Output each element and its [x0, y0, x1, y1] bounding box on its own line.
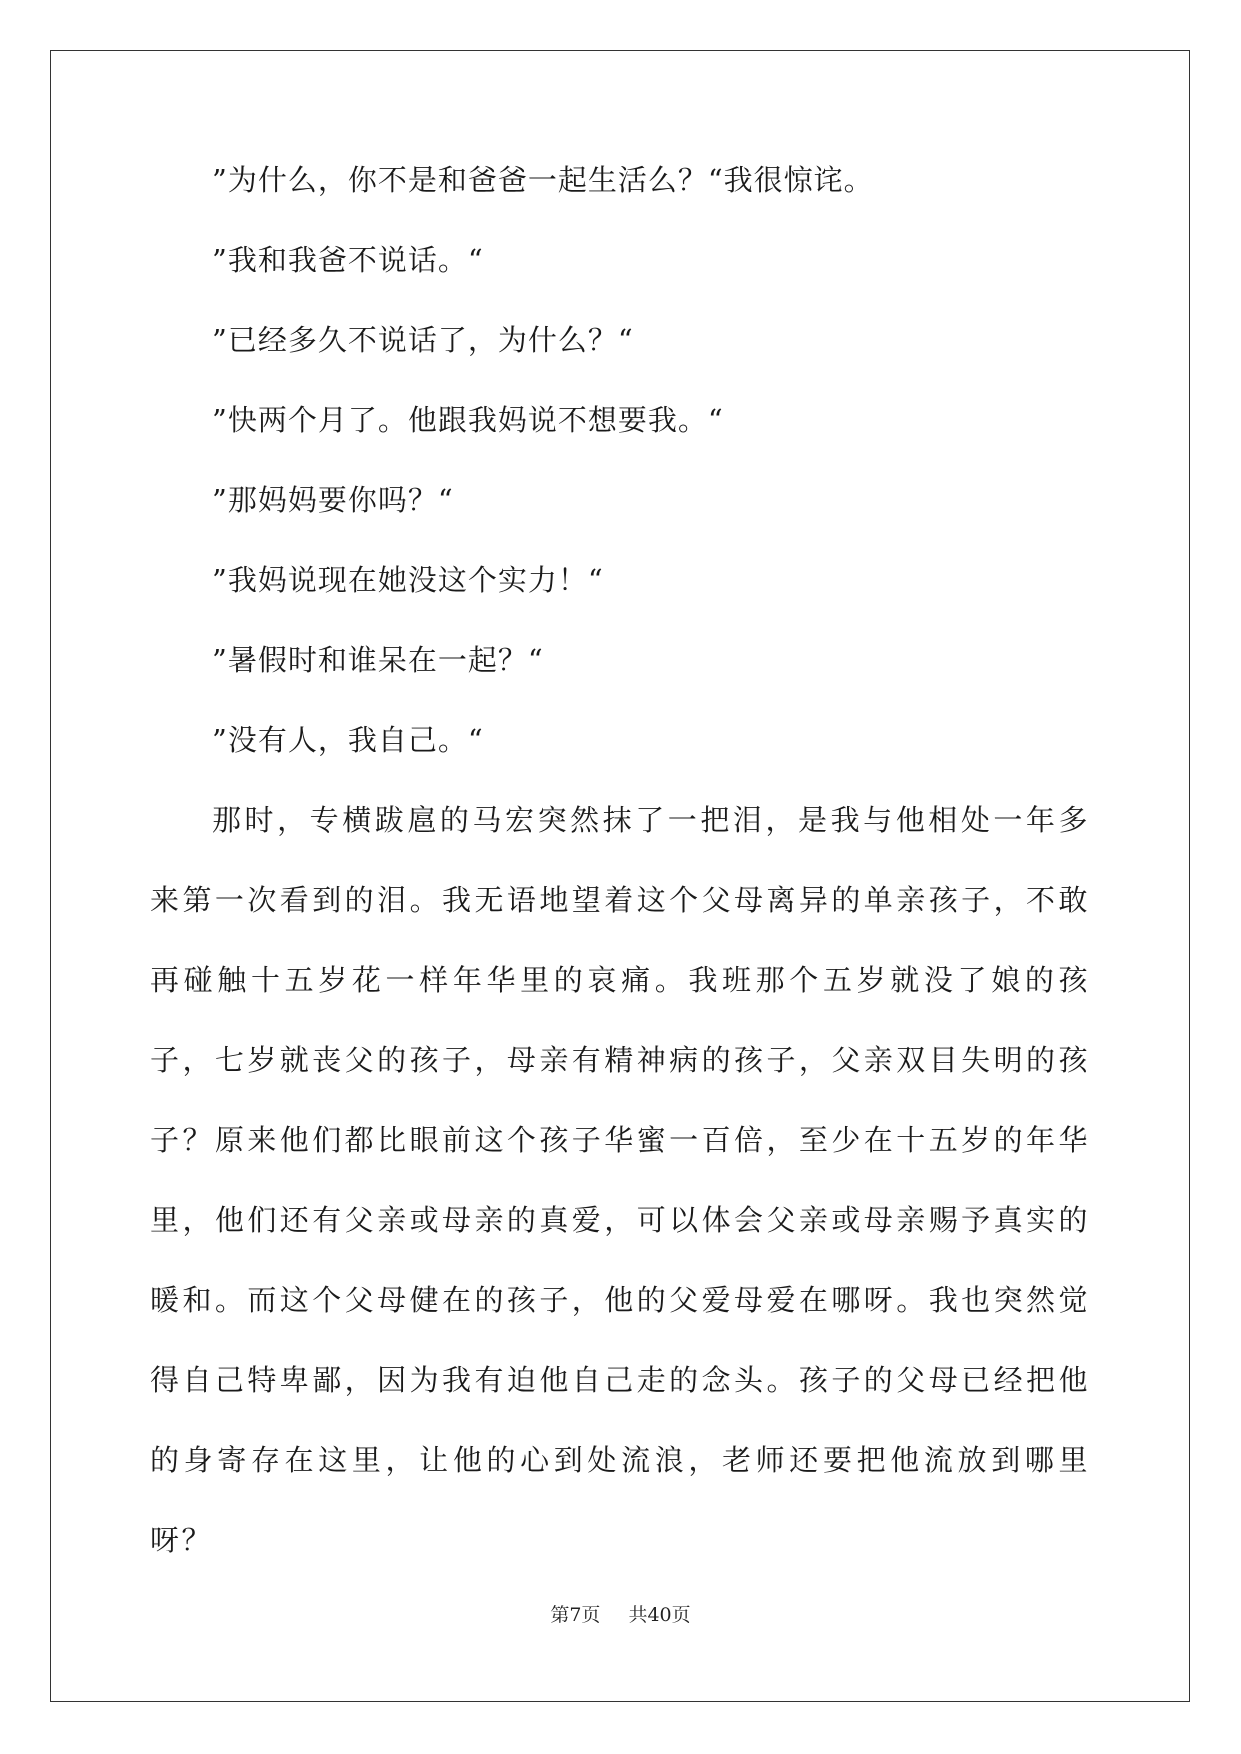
- dialogue-line: ”为什么，你不是和爸爸一起生活么？“我很惊诧。: [212, 163, 874, 197]
- dialogue-line: ”我妈说现在她没这个实力！“: [212, 563, 604, 597]
- page-total: 共40页: [628, 1604, 691, 1626]
- body-paragraph: 那时，专横跋扈的马宏突然抹了一把泪，是我与他相处一年多来第一次看到的泪。我无语地望着这个父母离异的单亲孩子，不敢再碰触十五岁花一样年华里的哀痛。我班那个五岁就没了娘的孩子，七岁就丧父的孩子，母亲有精神病的孩子，父亲双目失明的孩子？原来他们都比眼前这个孩子华蜜一百倍，至少在十五岁的年华里，他们还有父亲或母亲的真爱，可以体会父亲或母亲赐予真实的暖和。而这个父母健在的孩子，他的父爱母爱在哪呀。我也突然觉得自己特卑鄙，因为我有迫他自己走的念头。孩子的父母已经把他的身寄存在这里，让他的心到处流浪，老师还要把他流放到哪里呀？: [150, 803, 1090, 1557]
- page-number: 第7页: [550, 1604, 601, 1626]
- dialogue-line: ”那妈妈要你吗？“: [212, 483, 454, 517]
- dialogue-line: ”我和我爸不说话。“: [212, 243, 484, 277]
- dialogue-line: ”没有人，我自己。“: [212, 723, 484, 757]
- document-body: [150, 160, 1090, 1609]
- dialogue-line: ”已经多久不说话了，为什么？“: [212, 323, 634, 357]
- page-footer: [0, 1600, 1241, 1627]
- dialogue-line: ”暑假时和谁呆在一起？“: [212, 643, 544, 677]
- dialogue-line: ”快两个月了。他跟我妈说不想要我。“: [212, 403, 724, 437]
